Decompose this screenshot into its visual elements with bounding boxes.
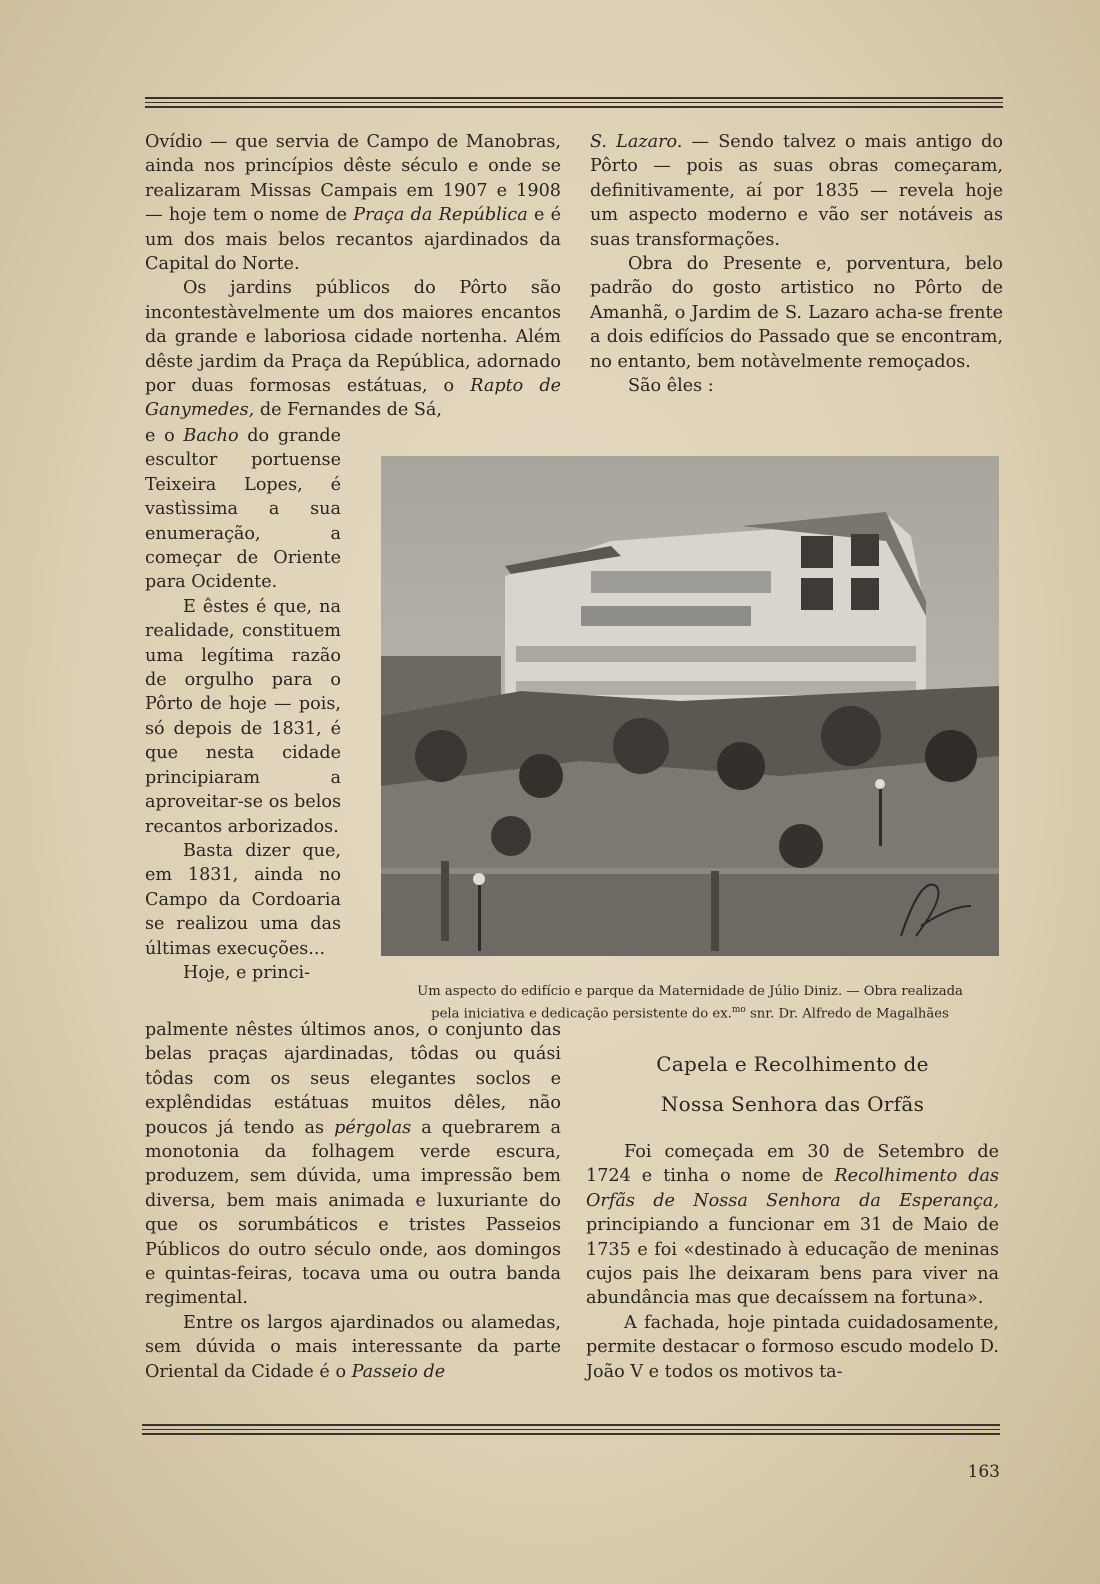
left-column-narrow [145, 424, 341, 985]
paragraph: Hoje, e princi- [183, 962, 311, 983]
paragraph: Basta dizer que, em 1831, ainda no Campo da Cordoaria se realizou uma das últimas execuções... [145, 840, 341, 959]
photo-caption: Um aspecto do edifício e parque da Maternidade de Júlio Diniz. — Obra realizada pela iniciativa e dedicação persistente do ex.$^{mo}$ snr. Dr. Alfredo de Magalhães [417, 984, 963, 1022]
paragraph: A fachada, hoje pintada cuidadosamente, permite destacar o formoso escudo modelo D. João V e todos os motivos ta- [586, 1312, 999, 1382]
paragraph: palmente nêstes últimos anos, o conjunto das belas praças ajardinadas, tôdas ou quási tôdas com os seus elegantes soclos e explêndidas estátuas muitos dêles, não poucos já tendo as pérgolas a quebrarem a monotonia da folhagem verde escura, produzem, sem dúvida, uma impressão bem diversa, bem mais animada e luxuriante do que os sorumbáticos e tristes Passeios Públicos do outro século onde, aos domingos e quintas-feiras, tocava uma ou outra banda regimental. [145, 1020, 562, 1309]
right-column-bottom [586, 1140, 999, 1384]
paragraph: Entre os largos ajardinados ou alamedas, sem dúvida o mais interessante da parte Oriental da Cidade é o Passeio de [145, 1312, 561, 1382]
maternity-building-photo [381, 456, 999, 956]
paragraph: São êles : [628, 376, 714, 397]
bottom-rule [142, 1424, 1000, 1438]
paragraph: e o Bacho do grande escultor portuense Teixeira Lopes, é vastìssima a sua enumeração, a começar de Oriente para Ocidente. [145, 426, 341, 593]
paragraph: Obra do Presente e, porventura, belo padrão do gosto artistico no Pôrto de Amanhã, o Jardim de S. Lazaro acha-se frente a dois edifícios do Passado que se encontram, no entanto, bem notàvelmente remoçados. [590, 254, 1003, 372]
top-rule [145, 97, 1003, 111]
left-column-bottom [145, 1018, 561, 1384]
paragraph: Os jardins públicos do Pôrto são incontestàvelmente um dos maiores encantos da grande e laboriosa cidade nortenha. Além dêste jardim da Praça da República, adornado por duas formosas estátuas, o Rapto de Ganymedes, de Fernandes de Sá, [145, 278, 561, 421]
paragraph: Foi começada em 30 de Setembro de 1724 e tinha o nome de Recolhimento das Orfãs de Nossa Senhora da Esperança, principiando a funcionar em 31 de Maio de 1735 e foi «destinado à educação de meninas cujos pais lhe deixaram bens para viver na abundância mas que decaíssem na fortuna». [586, 1142, 999, 1309]
left-column-top [145, 130, 561, 423]
paragraph: S. Lazaro. — Sendo talvez o mais antigo do Pôrto — pois as suas obras começaram, definitivamente, aí por 1835 — revela hoje um aspecto moderno e vão ser notáveis as suas transformações. [590, 132, 1004, 250]
right-column-top [590, 130, 1003, 398]
paragraph: E êstes é que, na realidade, constituem uma legítima razão de orgulho para o Pôrto de hoje — pois, só depois de 1831, é que nesta cidade principiaram a aproveitar-se os belos recantos arborizados. [145, 596, 341, 837]
page-number: 163 [967, 1462, 1000, 1482]
section-heading: Capela e Recolhimento de Nossa Senhora das Orfãs [656, 1052, 929, 1116]
paragraph: Ovídio — que servia de Campo de Manobras, ainda nos princípios dêste século e onde se realizaram Missas Campais em 1907 e 1908 — hoje tem o nome de Praça da República e é um dos mais belos recantos ajardinados da Capital do Norte. [145, 132, 562, 275]
